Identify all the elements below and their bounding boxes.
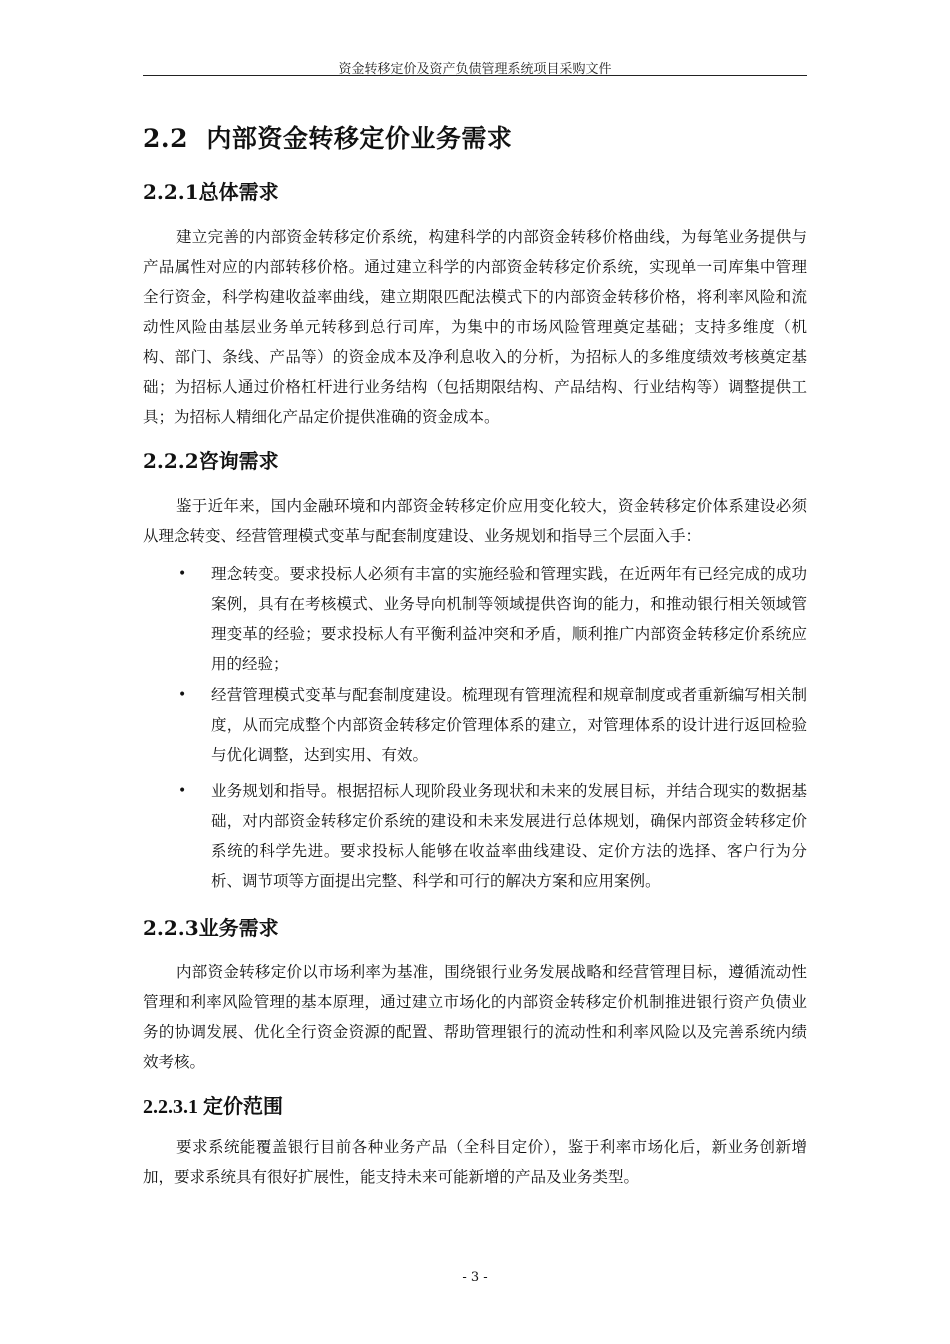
section-heading: 2.2 内部资金转移定价业务需求 bbox=[143, 124, 513, 153]
bullet-dot-icon: • bbox=[178, 687, 187, 703]
bullet-dot-icon: • bbox=[178, 783, 187, 799]
bullet-dot-icon: • bbox=[178, 566, 187, 582]
header-divider bbox=[143, 75, 807, 76]
paragraph-consulting-intro: 鉴于近年来，国内金融环境和内部资金转移定价应用变化较大，资金转移定价体系建设必须从理念转变、经营管理模式变革与配套制度建设、业务规划和指导三个层面入手： bbox=[143, 497, 807, 545]
paragraph-overall-requirements: 建立完善的内部资金转移定价系统，构建科学的内部资金转移价格曲线，为每笔业务提供与产品属性对应的内部转移价格。通过建立科学的内部资金转移定价系统，实现单一司库集中管理全行资金，科学构建收益率曲线，建立期限匹配法模式下的内部资金转移价格，将利率风险和流动性风险由基层业务单元转移到总行司库，为集中的市场风险管理奠定基础；支持多维度（机构、部门、条线、产品等）的资金成本及净利息收入的分析，为招标人的多维度绩效考核奠定基础；为招标人通过价格杠杆进行业务结构（包括期限结构、产品结构、行业结构等）调整提供工具；为招标人精细化产品定价提供准确的资金成本。 bbox=[143, 228, 807, 426]
page-number: - 3 - bbox=[462, 1270, 488, 1285]
heading-2-2-2: 2.2.2咨询需求 bbox=[143, 449, 279, 473]
heading-2-2-3-1: 2.2.3.1 定价范围 bbox=[143, 1096, 283, 1118]
heading-2-2-3: 2.2.3业务需求 bbox=[143, 916, 279, 940]
heading-2-2-1: 2.2.1总体需求 bbox=[143, 180, 279, 204]
bullet-text: 经营管理模式变革与配套制度建设。梳理现有管理流程和规章制度或者重新编写相关制度，从而完成整个内部资金转移定价管理体系的建立，对管理体系的设计进行返回检验与优化调整，达到实用、有效。 bbox=[211, 686, 807, 764]
bullet-text: 业务规划和指导。根据招标人现阶段业务现状和未来的发展目标，并结合现实的数据基础，对内部资金转移定价系统的建设和未来发展进行总体规划，确保内部资金转移定价系统的科学先进。要求投标人能够在收益率曲线建设、定价方法的选择、客户行为分析、调节项等方面提出完整、科学和可行的解决方案和应用案例。 bbox=[211, 782, 807, 890]
bullet-text: 理念转变。要求投标人必须有丰富的实施经验和管理实践，在近两年有已经完成的成功案例，具有在考核模式、业务导向机制等领域提供咨询的能力，和推动银行相关领域管理变革的经验；要求投标人有平衡利益冲突和矛盾，顺利推广内部资金转移定价系统应用的经验； bbox=[211, 565, 807, 673]
paragraph-pricing-scope: 要求系统能覆盖银行目前各种业务产品（全科目定价），鉴于利率市场化后，新业务创新增加，要求系统具有很好扩展性，能支持未来可能新增的产品及业务类型。 bbox=[143, 1138, 807, 1186]
header-title: 资金转移定价及资产负债管理系统项目采购文件 bbox=[338, 62, 612, 77]
paragraph-business-requirements: 内部资金转移定价以市场利率为基准，围绕银行业务发展战略和经营管理目标，遵循流动性管理和利率风险管理的基本原理，通过建立市场化的内部资金转移定价机制推进银行资产负债业务的协调发展、优化全行资金资源的配置、帮助管理银行的流动性和利率风险以及完善系统内绩效考核。 bbox=[143, 963, 807, 1071]
